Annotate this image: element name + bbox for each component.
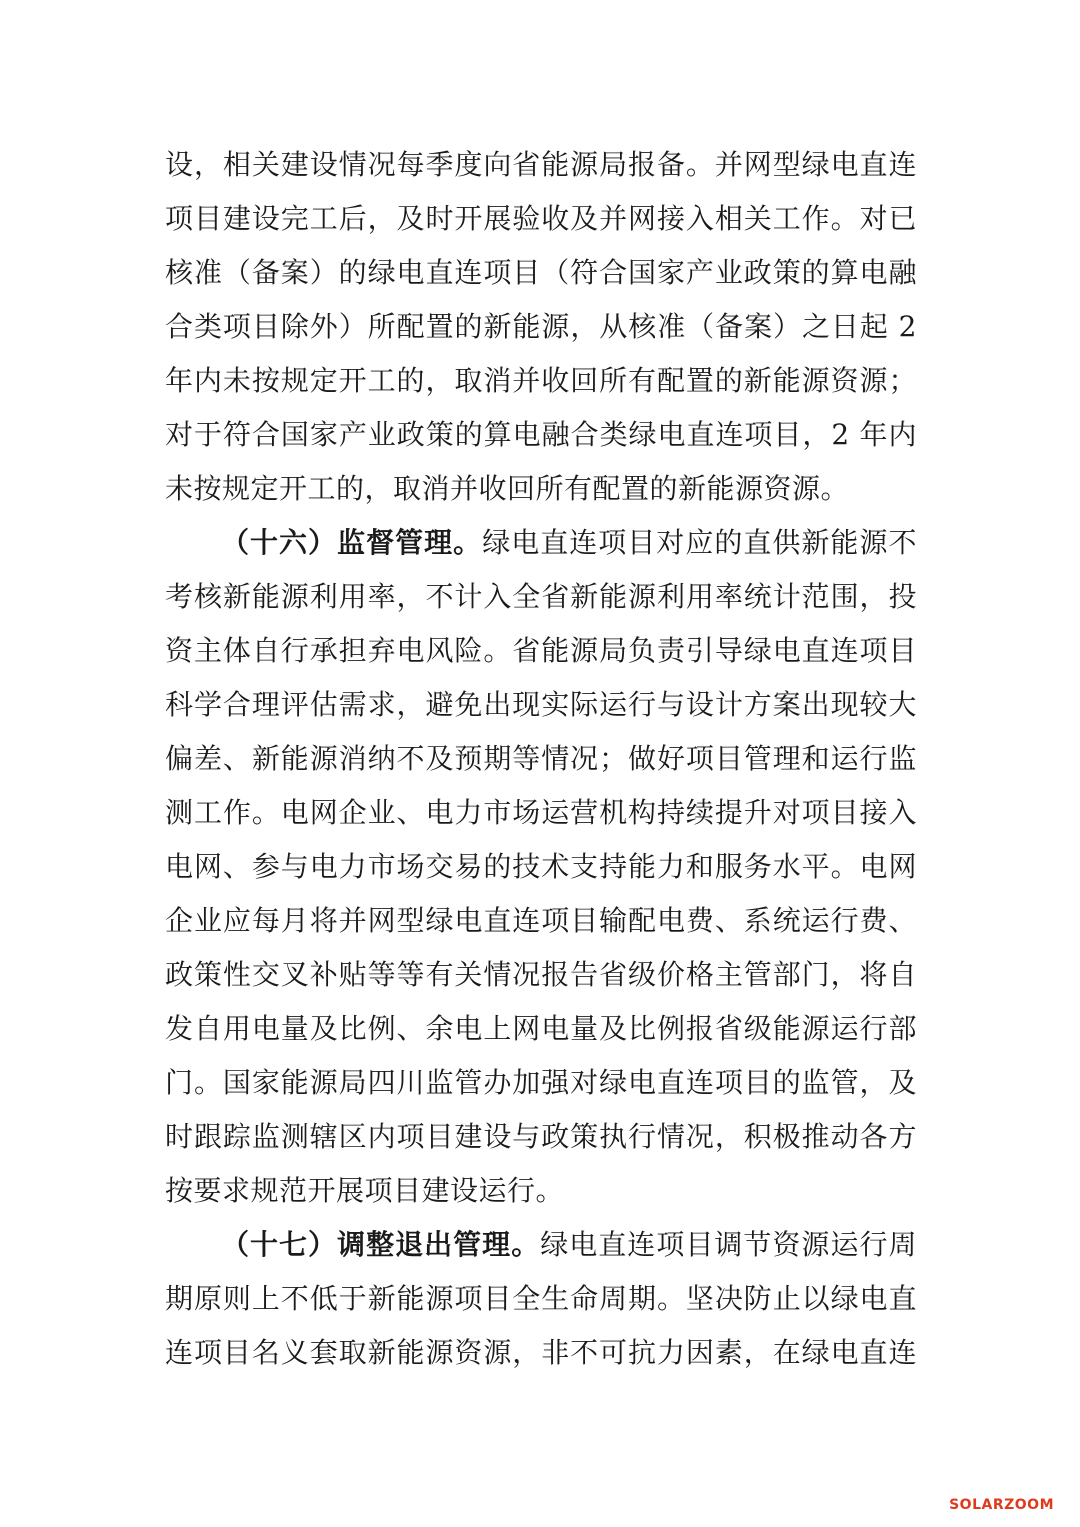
text-line: 时跟踪监测辖区内项目建设与政策执行情况，积极推动各方 (165, 1120, 917, 1153)
text-line: 偏差、新能源消纳不及预期等情况；做好项目管理和运行监 (165, 742, 917, 775)
text-span: 绿电直连项目对应的直供新能源不 (482, 526, 917, 559)
text-line: 测工作。电网企业、电力市场运营机构持续提升对项目接入 (165, 796, 917, 829)
text-line: 未按规定开工的，取消并收回所有配置的新能源资源。 (165, 472, 850, 505)
text-line: 期原则上不低于新能源项目全生命周期。坚决防止以绿电直 (165, 1282, 917, 1315)
paragraph-first-line (165, 1218, 917, 1272)
text-line: 企业应每月将并网型绿电直连项目输配电费、系统运行费、 (165, 904, 917, 937)
text-line: 连项目名义套取新能源资源，非不可抗力因素，在绿电直连 (165, 1336, 917, 1369)
text-span: 绿电直连项目调节资源运行周 (540, 1228, 917, 1261)
paragraph-first-line (165, 516, 917, 570)
text-line: 按要求规范开展项目建设运行。 (165, 1174, 565, 1207)
text-line: 政策性交叉补贴等等有关情况报告省级价格主管部门，将自 (165, 958, 917, 991)
text-line: 资主体自行承担弃电风险。省能源局负责引导绿电直连项目 (165, 634, 917, 667)
text-line: 设，相关建设情况每季度向省能源局报备。并网型绿电直连 (165, 148, 917, 181)
text-line: 科学合理评估需求，避免出现实际运行与设计方案出现较大 (165, 688, 917, 721)
document-body (165, 138, 917, 1380)
text-line: 项目建设完工后，及时开展验收及并网接入相关工作。对已 (165, 202, 917, 235)
text-line: 考核新能源利用率，不计入全省新能源利用率统计范围，投 (165, 580, 917, 613)
text-line: 合类项目除外）所配置的新能源，从核准（备案）之日起 2 (165, 310, 917, 343)
text-line: 对于符合国家产业政策的算电融合类绿电直连项目，2 年内 (165, 418, 917, 451)
text-line: 核准（备案）的绿电直连项目（符合国家产业政策的算电融 (165, 256, 917, 289)
section-heading: （十七）调整退出管理。 (221, 1228, 541, 1261)
text-line: 门。国家能源局四川监管办加强对绿电直连项目的监管，及 (165, 1066, 917, 1099)
text-line: 电网、参与电力市场交易的技术支持能力和服务水平。电网 (165, 850, 917, 883)
text-line: 发自用电量及比例、余电上网电量及比例报省级能源运行部 (165, 1012, 917, 1045)
text-line: 年内未按规定开工的，取消并收回所有配置的新能源资源； (165, 364, 917, 397)
watermark-logo: SOLARZOOM (949, 1497, 1054, 1513)
section-heading: （十六）监督管理。 (221, 526, 483, 559)
